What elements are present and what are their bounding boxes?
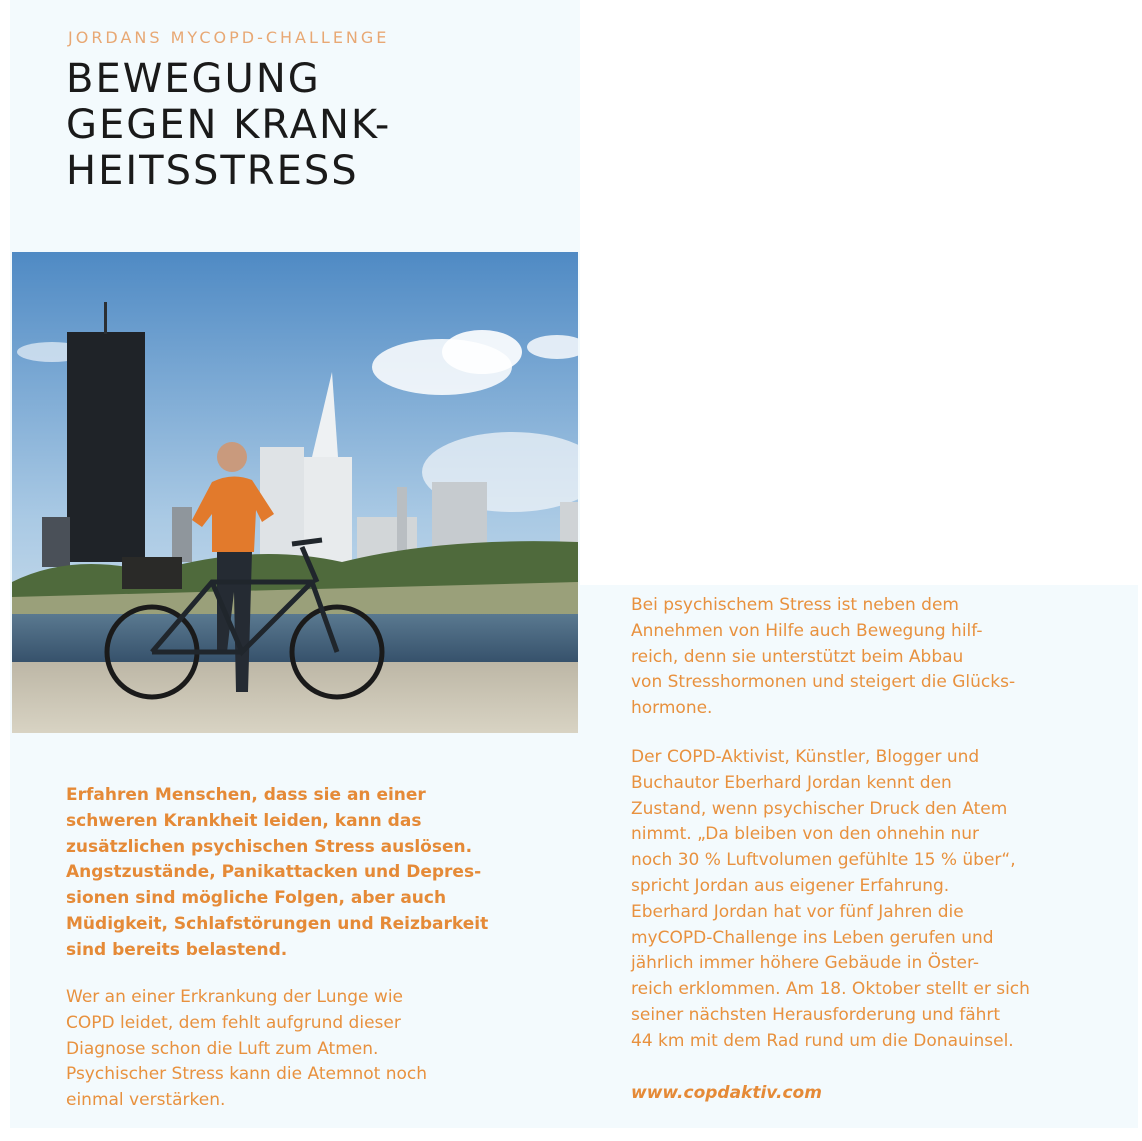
headline-line: HEITSSTRESS — [66, 148, 359, 194]
body-paragraph-right-1 — [631, 593, 1015, 722]
text-line: myCOPD-Challenge ins Leben gerufen und — [631, 927, 994, 948]
text-line: von Stresshormonen und steigert die Glücks- — [631, 672, 1016, 693]
text-line: Erfahren Menschen, dass sie an einer — [66, 785, 426, 805]
text-line: 44 km mit dem Rad rund um die Donauinsel. — [631, 1030, 1014, 1051]
text-line: spricht Jordan aus eigener Erfahrung. — [631, 875, 950, 896]
text-line: seiner nächsten Herausforderung und fährt — [631, 1004, 1001, 1025]
text-line: Psychischer Stress kann die Atemnot noch — [66, 1064, 428, 1085]
headline-line: BEWEGUNG — [66, 56, 321, 102]
text-line: Diagnose schon die Luft zum Atmen. — [66, 1038, 379, 1059]
kicker: JORDANS MYCOPD-CHALLENGE — [68, 28, 390, 47]
text-line: nimmt. „Da bleiben von den ohnehin nur — [631, 824, 980, 845]
text-line: reich, denn sie unterstützt beim Abbau — [631, 646, 964, 667]
text-line: schweren Krankheit leiden, kann das — [66, 810, 422, 831]
text-line: Zustand, wenn psychischer Druck den Atem — [631, 798, 1008, 819]
body-paragraph-left — [66, 985, 427, 1114]
text-line: Der COPD-Aktivist, Künstler, Blogger und — [631, 747, 980, 767]
text-line: Bei psychischem Stress ist neben dem — [631, 595, 959, 615]
headline — [66, 56, 391, 194]
body-paragraph-right-2 — [631, 745, 1030, 1055]
text-line: sionen sind mögliche Folgen, aber auch — [66, 888, 447, 909]
text-line: einmal verstärken. — [66, 1090, 226, 1111]
website-link[interactable]: www.copdaktiv.com — [631, 1083, 822, 1103]
text-line: reich erklommen. Am 18. Oktober stellt er sich — [631, 979, 1030, 1000]
text-line: jährlich immer höhere Gebäude in Öster- — [631, 953, 980, 974]
text-line: noch 30 % Luftvolumen gefühlte 15 % über“, — [631, 850, 1016, 871]
article-photo — [12, 252, 578, 733]
text-line: Annehmen von Hilfe auch Bewegung hilf- — [631, 620, 983, 641]
text-line: Eberhard Jordan hat vor fünf Jahren die — [631, 901, 964, 922]
text-line: Wer an einer Erkrankung der Lunge wie — [66, 987, 403, 1007]
intro-paragraph — [66, 783, 488, 964]
text-line: Angstzustände, Panikattacken und Depres- — [66, 862, 482, 883]
text-line: hormone. — [631, 698, 713, 719]
text-line: zusätzlichen psychischen Stress auslösen. — [66, 836, 473, 857]
text-line: sind bereits belastend. — [66, 939, 288, 960]
text-line: COPD leidet, dem fehlt aufgrund dieser — [66, 1012, 401, 1033]
text-line: Buchautor Eberhard Jordan kennt den — [631, 772, 952, 793]
headline-line: GEGEN KRANK- — [66, 102, 392, 148]
text-line: Müdigkeit, Schlafstörungen und Reizbarkeit — [66, 913, 489, 934]
